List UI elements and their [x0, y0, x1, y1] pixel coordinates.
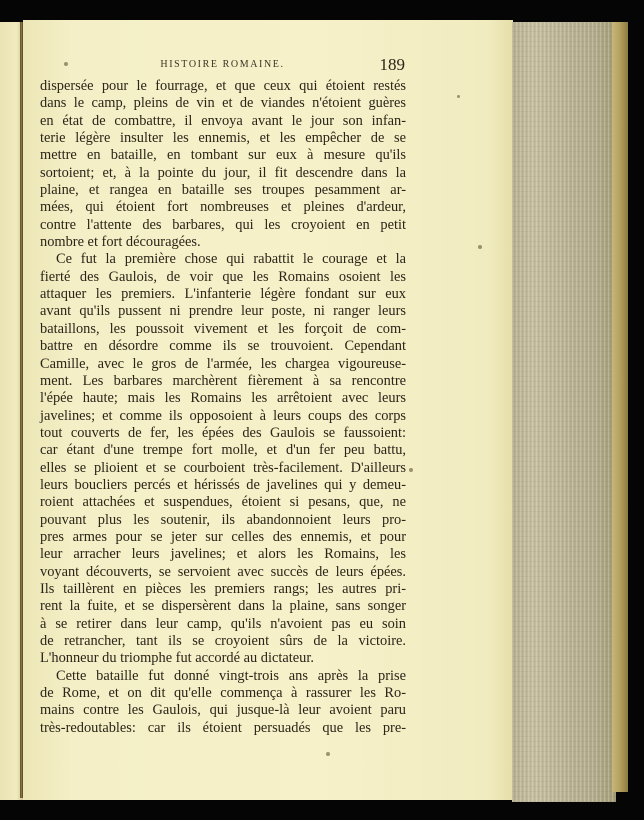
text-line: de Rome, et on dit qu'elle commença à rassurer les Ro-	[40, 685, 406, 702]
text-line: pouvant plus les soutenir, ils abandonnoient leurs pro-	[40, 511, 406, 528]
text-line: terie légère insulter les ennemis, et les empêcher de se	[40, 130, 406, 147]
text-line: sortoient; et, à la pointe du jour, il fit descendre dans la	[40, 164, 406, 181]
text-line: attaquer les premiers. L'infanterie légère fondant sur eux	[40, 286, 406, 303]
text-line: Camille, avec le gros de l'armée, les chargea vigoureuse-	[40, 355, 406, 372]
text-line: roient attachées et suspendues, étoient si pesans, que, ne	[40, 494, 406, 511]
body-text	[40, 78, 406, 737]
page-block-fore-edge	[512, 22, 616, 802]
paragraph	[40, 78, 406, 251]
text-line: l'épée haute; mais les Romains les arrêtoient avec leurs	[40, 390, 406, 407]
book-gutter	[20, 22, 23, 798]
text-line: fierté des Gaulois, de voir que les Romains osoient les	[40, 268, 406, 285]
text-line: Ils taillèrent en pièces les premiers rangs; les autres pri-	[40, 580, 406, 597]
text-line: Cette bataille fut donné vingt-trois ans après la prise	[56, 667, 406, 684]
foxing-spot	[457, 95, 460, 98]
text-line: dispersée pour le fourrage, et que ceux qui étoient restés	[40, 78, 406, 94]
foxing-spot	[409, 468, 413, 472]
paragraph	[40, 668, 406, 737]
text-line: dans le camp, pleins de vin et de viandes n'étoient guères	[40, 95, 406, 112]
book-cover-edge	[612, 22, 628, 792]
page-header	[40, 56, 405, 78]
foxing-spot	[326, 752, 330, 756]
running-title: HISTOIRE ROMAINE.	[160, 59, 285, 70]
text-line: L'honneur du triomphe fut accordé au dictateur.	[40, 650, 314, 667]
foxing-spot	[478, 245, 482, 249]
text-line: voyant découverts, se servoient avec succès de leurs épées.	[40, 563, 406, 580]
text-line: de retrancher, tant ils se croyoient sûrs de la victoire.	[40, 633, 406, 649]
text-line: rent la fuite, et se dispersèrent dans la plaine, sans songer	[40, 598, 406, 615]
text-line: Ce fut la première chose qui rabattit le courage et la	[56, 251, 406, 268]
text-line: en état de combattre, il envoya avant le jour son infan-	[40, 112, 406, 129]
text-line: pres armes pour se jeter sur celles des ennemis, et pour	[40, 528, 406, 545]
text-line: avant qu'ils pussent ni prendre leur poste, ni ranger leurs	[40, 303, 406, 320]
text-line: javelines; et comme ils opposoient à leurs coups des corps	[40, 407, 406, 424]
text-line: tout couverts de fer, les épées des Gaulois se faussoient:	[40, 424, 406, 441]
text-line: leurs boucliers percés et hérissés de javelines qui y demeu-	[40, 476, 406, 493]
text-line: battre en désordre comme ils se trouvoient. Cependant	[40, 338, 406, 355]
text-line: leur arracher leurs javelines; et alors les Romains, les	[40, 546, 406, 563]
page-number: 189	[379, 55, 405, 74]
text-line: elles se plioient et se courboient très-facilement. D'ailleurs	[40, 459, 406, 476]
text-line: nombre et fort découragées.	[40, 234, 201, 251]
text-line: mettre en bataille, en tombant sur eux à mesure qu'ils	[40, 147, 406, 164]
text-line: mées, qui étoient fort nombreuses et pleines d'ardeur,	[40, 199, 406, 216]
text-line: mains contre les Gaulois, qui jusque-là leur avoient paru	[40, 702, 406, 719]
text-line: à se retirer dans leur camp, qu'ils n'avoient pas eu soin	[40, 615, 406, 632]
text-line: plaine, et rangea en bataille ses troupes pesamment ar-	[40, 182, 406, 199]
text-line: très-redoutables: car ils étoient persuadés que les pre-	[40, 719, 406, 736]
text-line: bataillons, les poussoit vivement et les forçoit de com-	[40, 320, 406, 337]
text-line: ment. Les barbares marchèrent fièrement à sa rencontre	[40, 372, 406, 389]
text-line: contre l'attente des barbares, qui les croyoient en petit	[40, 216, 406, 233]
text-line: car étant d'une trempe fort molle, et d'un fer peu battu,	[40, 442, 406, 459]
paragraph	[40, 251, 406, 667]
